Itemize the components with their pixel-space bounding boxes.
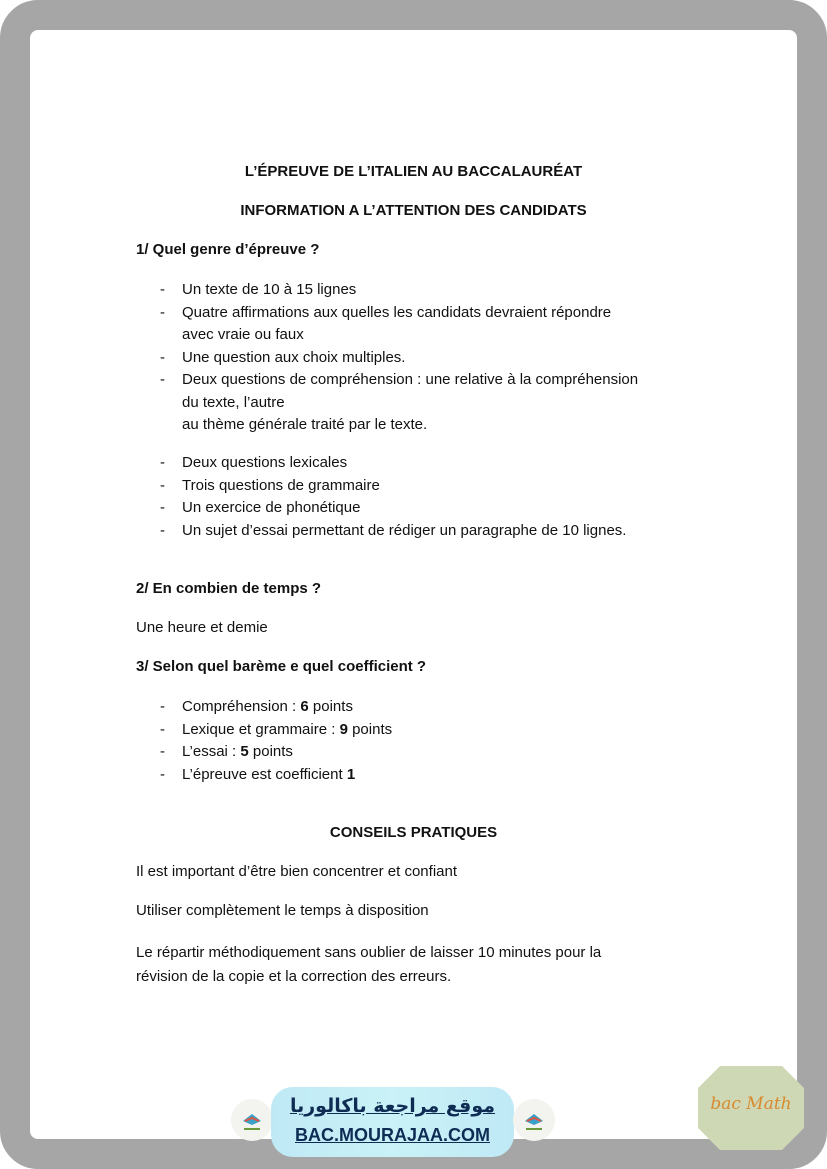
left-logo-icon (231, 1099, 273, 1141)
list-item: - L’essai : 5 points (158, 741, 718, 764)
site-url-link[interactable]: BAC.MOURAJAA.COM (295, 1125, 490, 1145)
list-item: - Une question aux choix multiples. (158, 347, 718, 370)
document-subtitle: INFORMATION A L’ATTENTION DES CANDIDATS (240, 202, 587, 219)
conseils-paragraph-2: Utiliser complètement le temps à disposition (136, 902, 429, 919)
conseils-paragraph-1: Il est important d’être bien concentrer et confiant (136, 863, 458, 880)
site-banner-link[interactable] (271, 1087, 514, 1157)
list-item: - Deux questions de compréhension : une relative à la compréhension du texte, l’autre au thème générale traité par le texte. (158, 369, 718, 437)
list-item: - Un exercice de phonétique (158, 497, 718, 520)
list-item: - Lexique et grammaire : 9 points (158, 719, 718, 742)
list-item: - Quatre affirmations aux quelles les candidats devraient répondre avec vraie ou faux (158, 302, 718, 347)
conseils-paragraph-3: Le répartir méthodiquement sans oublier de laisser 10 minutes pour la révision de la copie et la correction des erreurs. (136, 944, 602, 985)
bac-math-logo (698, 1066, 804, 1150)
conseils-heading: CONSEILS PRATIQUES (329, 824, 498, 841)
document-title: L’ÉPREUVE DE L’ITALIEN AU BACCALAURÉAT (244, 163, 583, 180)
section3-list (158, 696, 718, 786)
site-arabic-name[interactable]: موقع مراجعة باكالوريا (289, 1095, 496, 1117)
section3-heading: 3/ Selon quel barème e quel coefficient ? (136, 658, 427, 675)
bac-math-logo-text: bac Math (710, 1094, 792, 1114)
list-item: - Un sujet d’essai permettant de rédiger un paragraphe de 10 lignes. (158, 520, 718, 543)
list-item: - Un texte de 10 à 15 lignes (158, 279, 718, 302)
list-item: - Deux questions lexicales (158, 452, 718, 475)
section1-list-b (158, 452, 718, 542)
section1-list-a (158, 279, 718, 437)
right-logo-icon (513, 1099, 555, 1141)
list-item: - L’épreuve est coefficient 1 (158, 764, 718, 787)
section1-heading: 1/ Quel genre d’épreuve ? (136, 241, 320, 258)
list-item: - Trois questions de grammaire (158, 475, 718, 498)
section2-heading: 2/ En combien de temps ? (136, 580, 322, 597)
section2-text: Une heure et demie (136, 619, 268, 636)
list-item: - Compréhension : 6 points (158, 696, 718, 719)
